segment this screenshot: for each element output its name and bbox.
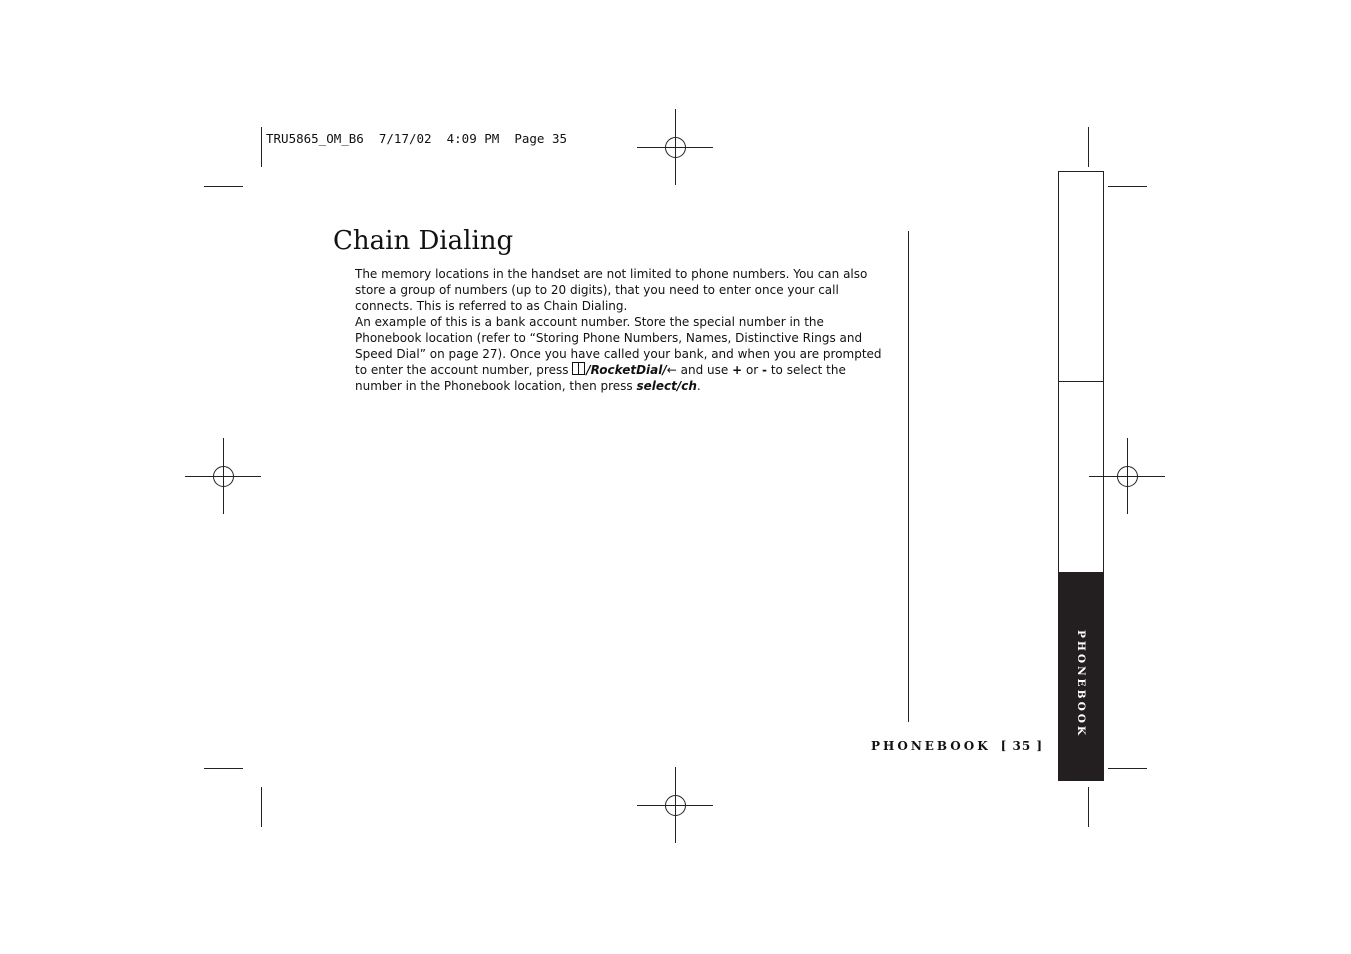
minus-key: -: [762, 363, 768, 377]
rocketdial-key: /RocketDial/: [586, 363, 667, 377]
page-number: [ 35 ]: [1000, 739, 1044, 753]
crop-mark: [1108, 186, 1147, 187]
side-tab-label: PHONEBOOK: [1075, 630, 1087, 739]
side-tab-divider: [1058, 381, 1104, 382]
print-slug: TRU5865_OM_B6 7/17/02 4:09 PM Page 35: [266, 131, 568, 146]
page-footer: [871, 739, 1043, 753]
registration-mark-icon: [185, 438, 261, 514]
crop-mark: [261, 127, 262, 167]
paragraph-example: An example of this is a bank account number. Store the special number in the Phonebook location (refer to “Storing Phone Numbers, Names, Distinctive Rings and Speed Dial” on page 27). Once you have called your bank, and when you are prompted to enter the account number, press /RocketDial/← and use + or - to select the number in the Phonebook location, then press select/ch.: [355, 315, 882, 393]
body-text: [355, 266, 885, 394]
page-title: Chain Dialing: [333, 226, 514, 256]
crop-mark: [1088, 787, 1089, 827]
select-ch-key: select/ch: [636, 379, 697, 393]
registration-mark-icon: [637, 767, 713, 843]
plus-key: +: [732, 363, 743, 377]
footer-section: PHONEBOOK: [871, 739, 991, 753]
registration-mark-icon: [637, 109, 713, 185]
crop-mark: [261, 787, 262, 827]
crop-mark: [1108, 768, 1147, 769]
crop-mark: [204, 768, 243, 769]
column-rule: [908, 231, 909, 722]
phonebook-book-icon: [572, 362, 585, 375]
crop-mark: [204, 186, 243, 187]
paragraph-intro: The memory locations in the handset are not limited to phone numbers. You can also store a group of numbers (up to 20 digits), that you need to enter once your call connects. This is referred to as Chain Dialing.: [355, 267, 868, 313]
crop-mark: [1088, 127, 1089, 167]
left-arrow-icon: ←: [666, 363, 677, 377]
